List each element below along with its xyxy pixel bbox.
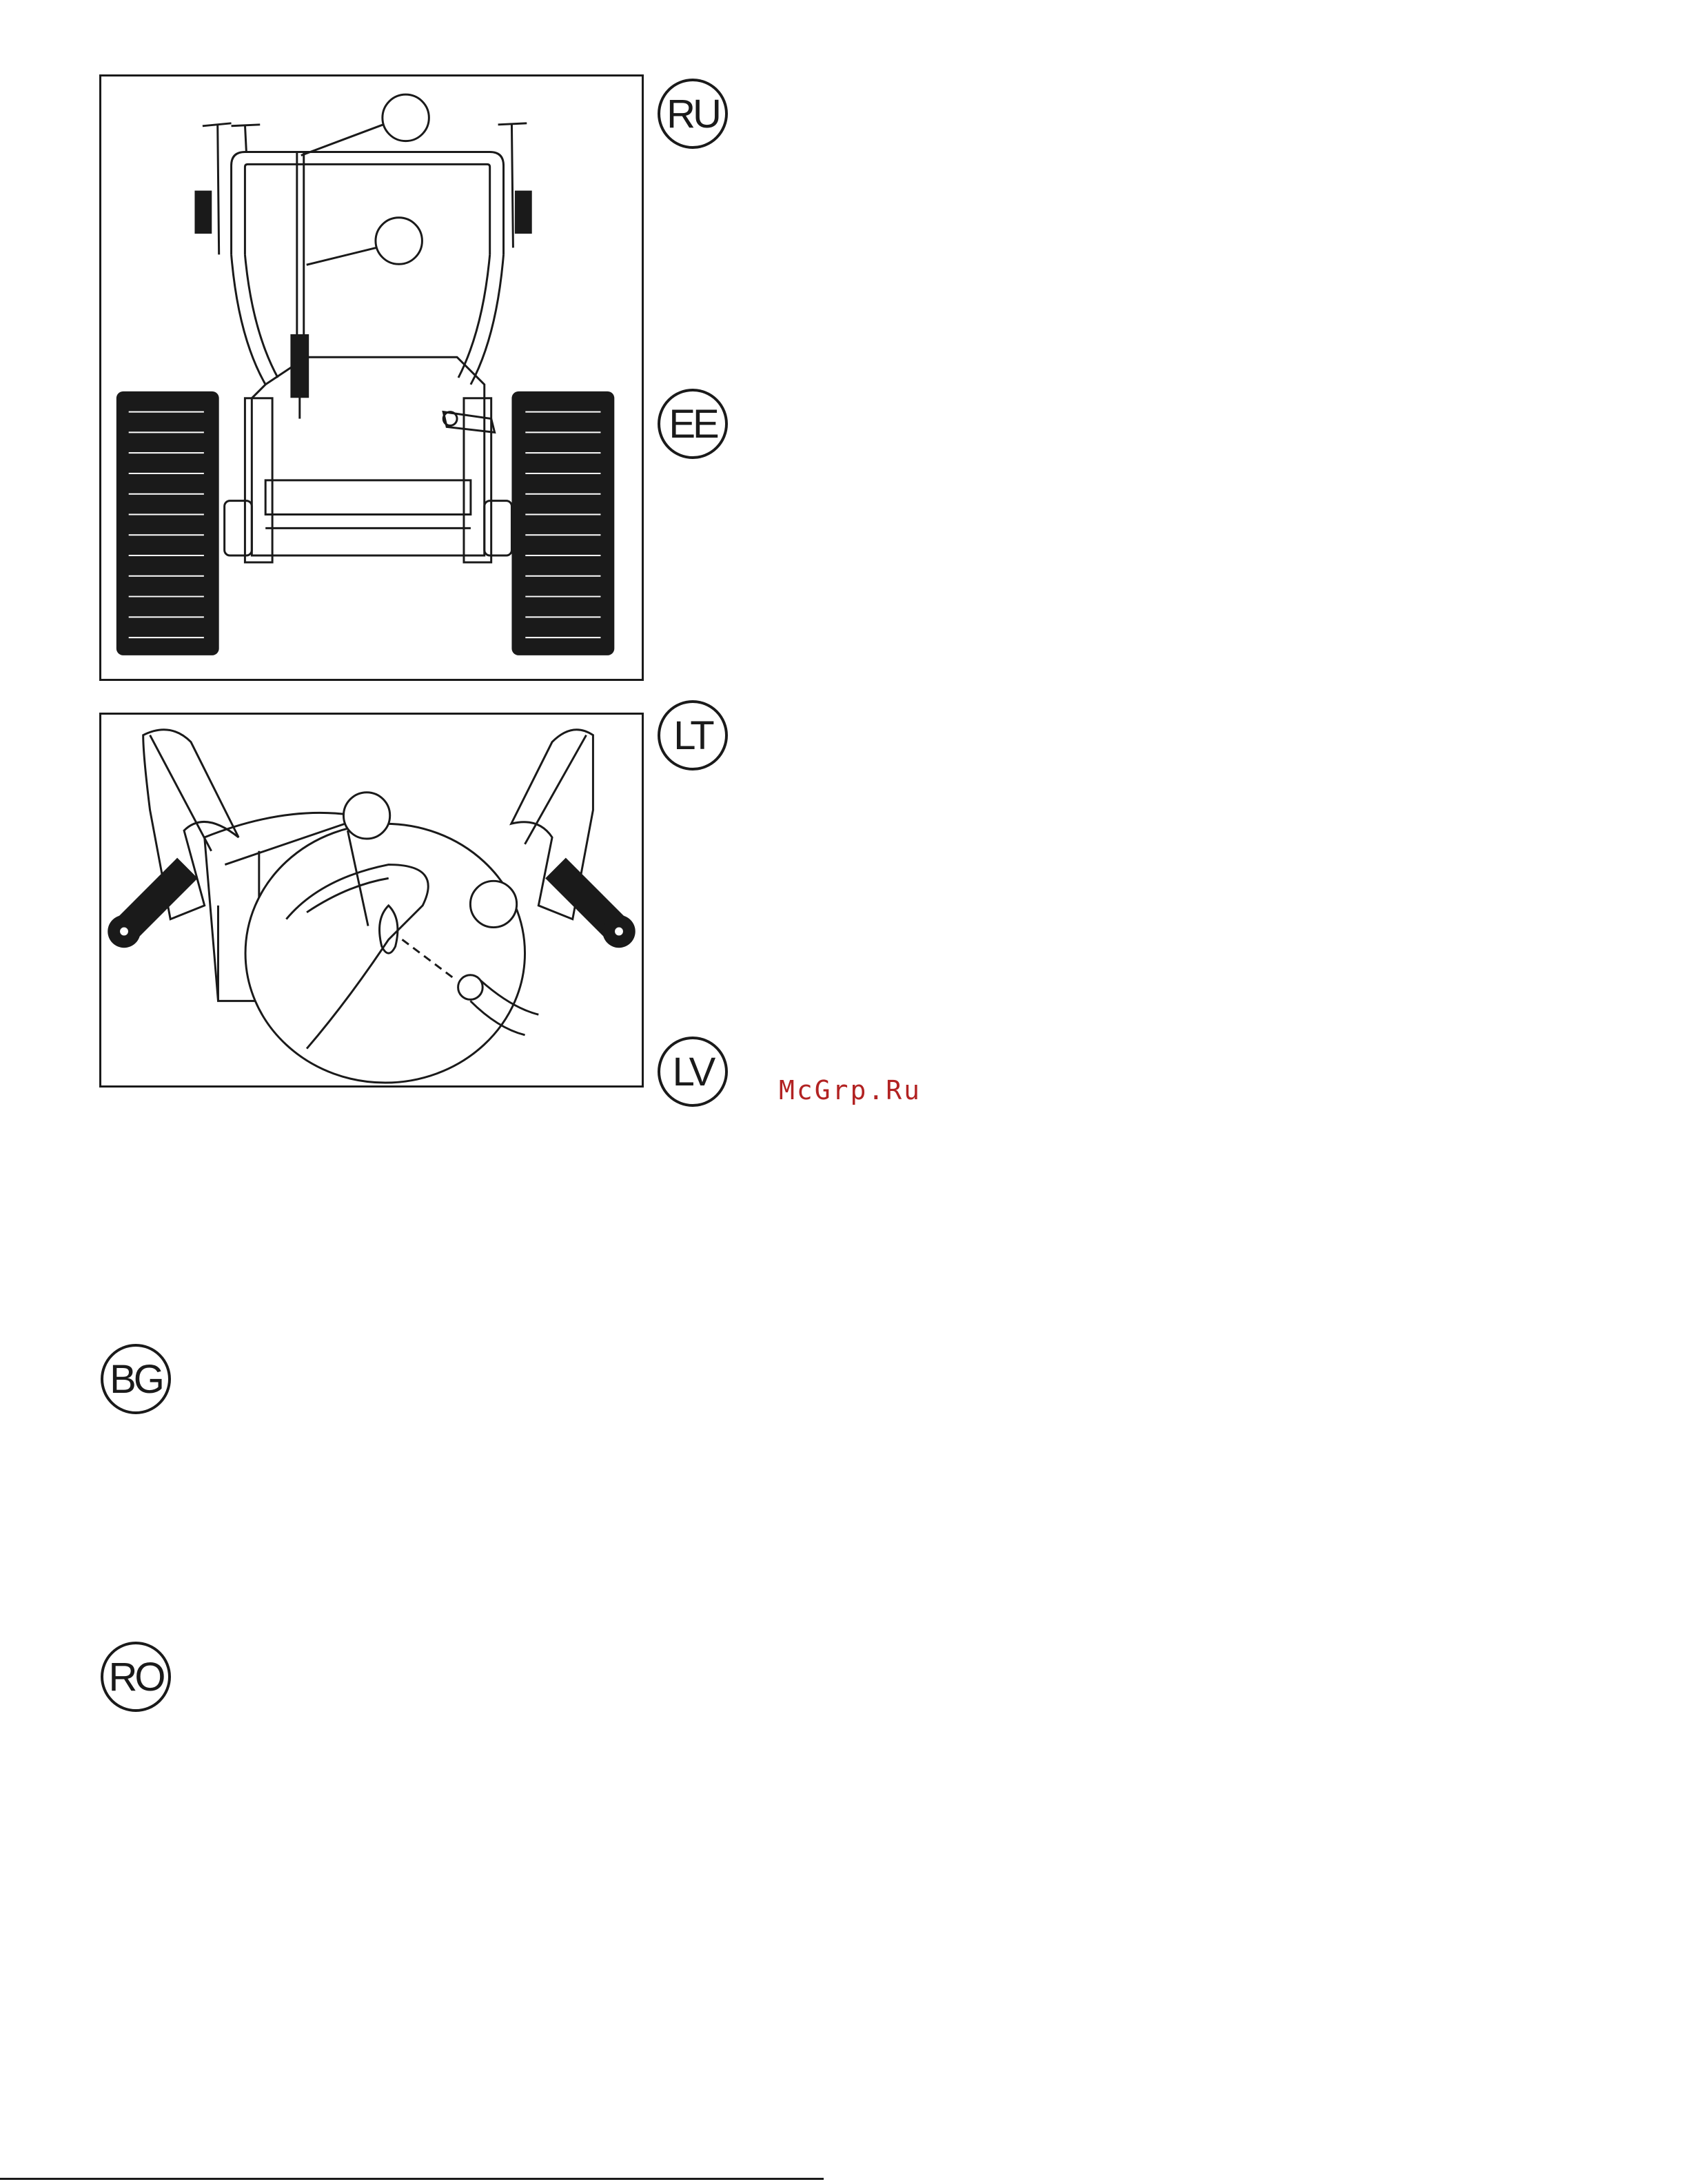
language-badge-ee: EE xyxy=(658,389,728,459)
watermark: McGrp.Ru xyxy=(779,1075,922,1105)
language-badge-bg: BG xyxy=(101,1344,171,1414)
language-badge-ro: RO xyxy=(101,1642,171,1712)
figure-handle-top-view xyxy=(99,74,644,681)
handlebar-cable-detail-icon xyxy=(101,715,642,1085)
figure-cable-connection xyxy=(99,713,644,1088)
language-badge-ru: RU xyxy=(658,79,728,149)
language-badge-lv: LV xyxy=(658,1037,728,1107)
footer-rule xyxy=(0,2178,824,2180)
snowblower-top-view-icon xyxy=(101,76,642,679)
language-badge-lt: LT xyxy=(658,700,728,770)
